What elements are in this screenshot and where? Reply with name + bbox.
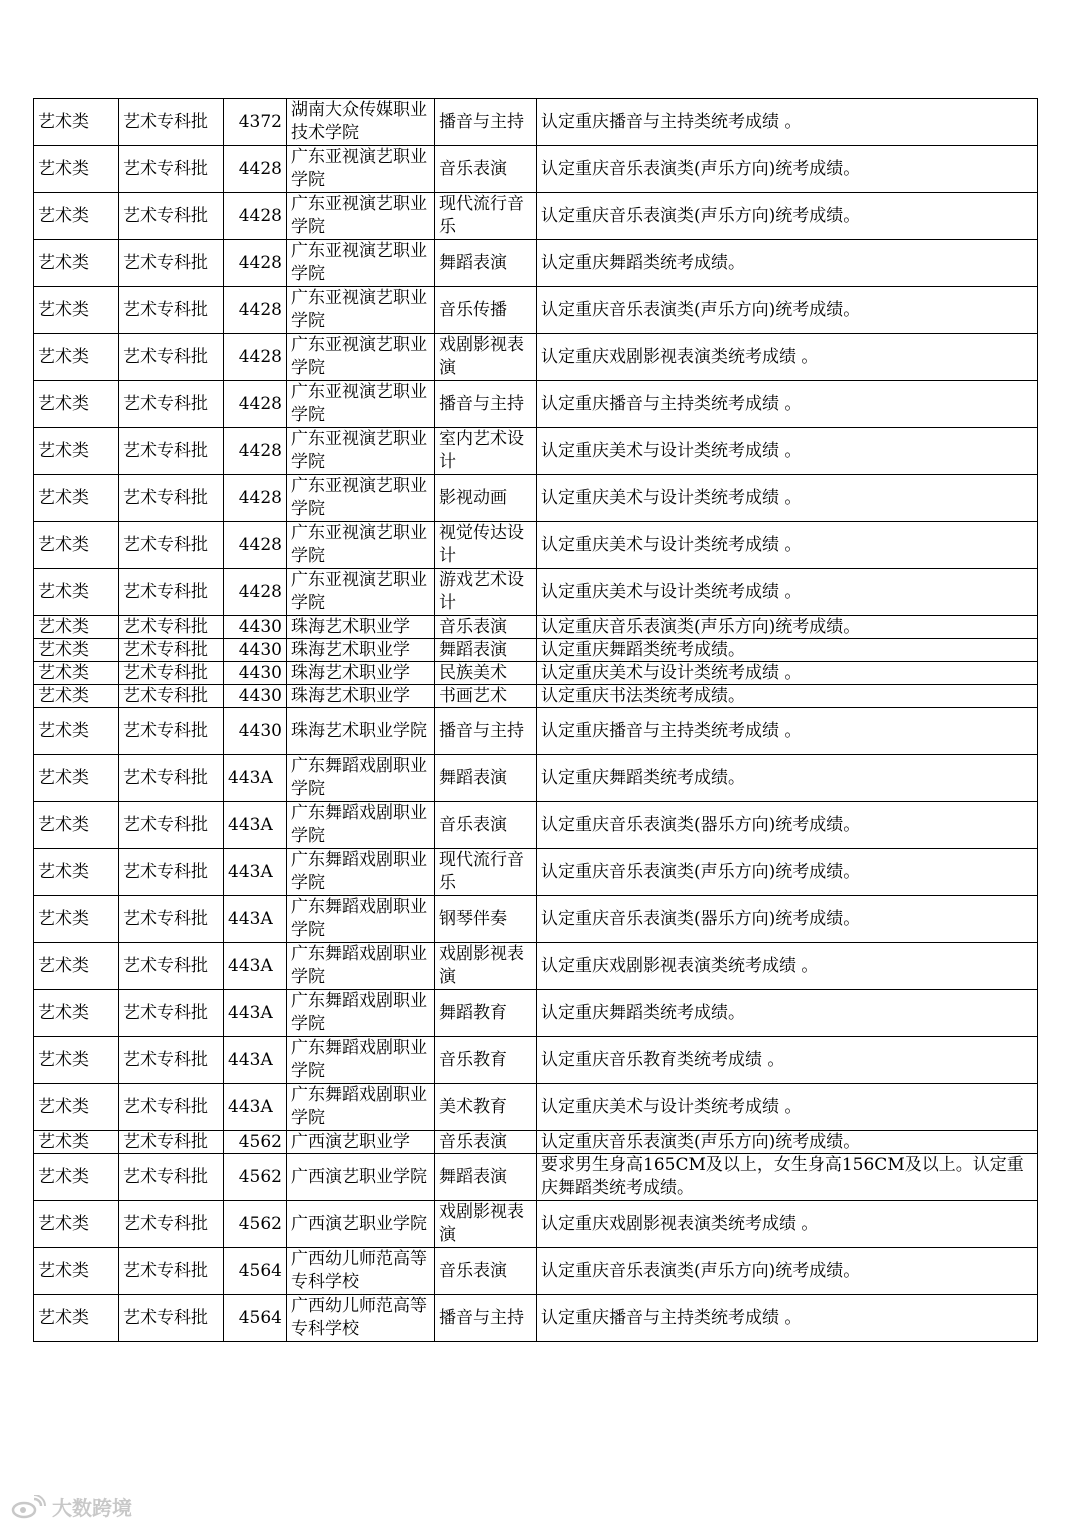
cell-category: 艺术类 bbox=[34, 685, 119, 708]
cell-school: 广东亚视演艺职业学院 bbox=[287, 522, 435, 569]
cell-note: 认定重庆美术与设计类统考成绩 。 bbox=[537, 662, 1038, 685]
cell-major: 播音与主持 bbox=[435, 381, 537, 428]
cell-category: 艺术类 bbox=[34, 334, 119, 381]
cell-note: 认定重庆舞蹈类统考成绩。 bbox=[537, 240, 1038, 287]
cell-school: 广东舞蹈戏剧职业学院 bbox=[287, 849, 435, 896]
cell-major: 现代流行音乐 bbox=[435, 849, 537, 896]
cell-batch: 艺术专科批 bbox=[119, 1084, 224, 1131]
table-row bbox=[34, 896, 1038, 943]
cell-major: 钢琴伴奏 bbox=[435, 896, 537, 943]
cell-major: 室内艺术设计 bbox=[435, 428, 537, 475]
cell-batch: 艺术专科批 bbox=[119, 334, 224, 381]
cell-school: 珠海艺术职业学 bbox=[287, 662, 435, 685]
cell-note: 认定重庆音乐表演类(声乐方向)统考成绩。 bbox=[537, 616, 1038, 639]
cell-code: 4430 bbox=[224, 685, 287, 708]
cell-note: 认定重庆戏剧影视表演类统考成绩 。 bbox=[537, 1201, 1038, 1248]
cell-major: 舞蹈表演 bbox=[435, 1154, 537, 1201]
cell-school: 湖南大众传媒职业技术学院 bbox=[287, 99, 435, 146]
cell-school: 广东亚视演艺职业学院 bbox=[287, 287, 435, 334]
table-row bbox=[34, 1084, 1038, 1131]
cell-category: 艺术类 bbox=[34, 1201, 119, 1248]
cell-school: 广西幼儿师范高等专科学校 bbox=[287, 1248, 435, 1295]
cell-code: 4430 bbox=[224, 662, 287, 685]
table-row bbox=[34, 1154, 1038, 1201]
table-row bbox=[34, 146, 1038, 193]
cell-major: 播音与主持 bbox=[435, 99, 537, 146]
cell-category: 艺术类 bbox=[34, 1154, 119, 1201]
cell-note: 认定重庆音乐表演类(声乐方向)统考成绩。 bbox=[537, 193, 1038, 240]
cell-batch: 艺术专科批 bbox=[119, 475, 224, 522]
cell-category: 艺术类 bbox=[34, 522, 119, 569]
cell-note: 认定重庆音乐表演类(声乐方向)统考成绩。 bbox=[537, 1131, 1038, 1154]
table-row bbox=[34, 1248, 1038, 1295]
cell-code: 4562 bbox=[224, 1154, 287, 1201]
cell-batch: 艺术专科批 bbox=[119, 287, 224, 334]
cell-school: 广东舞蹈戏剧职业学院 bbox=[287, 990, 435, 1037]
cell-note: 认定重庆音乐表演类(声乐方向)统考成绩。 bbox=[537, 146, 1038, 193]
cell-school: 广西演艺职业学院 bbox=[287, 1154, 435, 1201]
cell-batch: 艺术专科批 bbox=[119, 943, 224, 990]
cell-major: 视觉传达设计 bbox=[435, 522, 537, 569]
cell-code: 4428 bbox=[224, 146, 287, 193]
cell-category: 艺术类 bbox=[34, 381, 119, 428]
table-row bbox=[34, 708, 1038, 755]
table-row bbox=[34, 475, 1038, 522]
cell-category: 艺术类 bbox=[34, 1037, 119, 1084]
cell-category: 艺术类 bbox=[34, 193, 119, 240]
cell-note: 认定重庆舞蹈类统考成绩。 bbox=[537, 990, 1038, 1037]
table-row bbox=[34, 1201, 1038, 1248]
table-row bbox=[34, 334, 1038, 381]
cell-code: 4562 bbox=[224, 1201, 287, 1248]
cell-batch: 艺术专科批 bbox=[119, 522, 224, 569]
cell-category: 艺术类 bbox=[34, 287, 119, 334]
cell-major: 音乐表演 bbox=[435, 146, 537, 193]
cell-category: 艺术类 bbox=[34, 616, 119, 639]
table-row bbox=[34, 802, 1038, 849]
cell-note: 认定重庆书法类统考成绩。 bbox=[537, 685, 1038, 708]
cell-code: 4428 bbox=[224, 522, 287, 569]
admission-plan-table bbox=[33, 98, 1038, 1342]
cell-school: 广西演艺职业学院 bbox=[287, 1201, 435, 1248]
cell-school: 广东亚视演艺职业学院 bbox=[287, 240, 435, 287]
cell-code: 4372 bbox=[224, 99, 287, 146]
cell-major: 音乐教育 bbox=[435, 1037, 537, 1084]
cell-batch: 艺术专科批 bbox=[119, 193, 224, 240]
table-row bbox=[34, 685, 1038, 708]
cell-batch: 艺术专科批 bbox=[119, 802, 224, 849]
cell-note: 认定重庆美术与设计类统考成绩 。 bbox=[537, 522, 1038, 569]
cell-batch: 艺术专科批 bbox=[119, 1295, 224, 1342]
cell-category: 艺术类 bbox=[34, 1295, 119, 1342]
cell-code: 4430 bbox=[224, 639, 287, 662]
cell-major: 影视动画 bbox=[435, 475, 537, 522]
table-row bbox=[34, 99, 1038, 146]
cell-major: 舞蹈表演 bbox=[435, 639, 537, 662]
cell-batch: 艺术专科批 bbox=[119, 146, 224, 193]
cell-batch: 艺术专科批 bbox=[119, 662, 224, 685]
table-row bbox=[34, 662, 1038, 685]
cell-code: 443A bbox=[224, 1084, 287, 1131]
cell-note: 认定重庆舞蹈类统考成绩。 bbox=[537, 755, 1038, 802]
watermark-text: 大数跨境 bbox=[52, 1496, 132, 1520]
cell-code: 4430 bbox=[224, 708, 287, 755]
cell-major: 游戏艺术设计 bbox=[435, 569, 537, 616]
cell-batch: 艺术专科批 bbox=[119, 1201, 224, 1248]
cell-batch: 艺术专科批 bbox=[119, 569, 224, 616]
table-row bbox=[34, 616, 1038, 639]
cell-code: 4564 bbox=[224, 1295, 287, 1342]
cell-category: 艺术类 bbox=[34, 240, 119, 287]
cell-batch: 艺术专科批 bbox=[119, 755, 224, 802]
cell-note: 认定重庆音乐表演类(声乐方向)统考成绩。 bbox=[537, 1248, 1038, 1295]
cell-code: 443A bbox=[224, 896, 287, 943]
cell-batch: 艺术专科批 bbox=[119, 1248, 224, 1295]
cell-school: 广西演艺职业学 bbox=[287, 1131, 435, 1154]
cell-major: 戏剧影视表演 bbox=[435, 334, 537, 381]
cell-code: 4428 bbox=[224, 381, 287, 428]
cell-batch: 艺术专科批 bbox=[119, 99, 224, 146]
cell-note: 认定重庆播音与主持类统考成绩 。 bbox=[537, 1295, 1038, 1342]
table-row bbox=[34, 849, 1038, 896]
cell-school: 广东舞蹈戏剧职业学院 bbox=[287, 1037, 435, 1084]
cell-category: 艺术类 bbox=[34, 639, 119, 662]
cell-note: 认定重庆播音与主持类统考成绩 。 bbox=[537, 99, 1038, 146]
cell-code: 4428 bbox=[224, 240, 287, 287]
cell-category: 艺术类 bbox=[34, 662, 119, 685]
cell-note: 认定重庆音乐表演类(器乐方向)统考成绩。 bbox=[537, 802, 1038, 849]
cell-note: 认定重庆戏剧影视表演类统考成绩 。 bbox=[537, 943, 1038, 990]
cell-batch: 艺术专科批 bbox=[119, 381, 224, 428]
cell-category: 艺术类 bbox=[34, 99, 119, 146]
cell-school: 广东舞蹈戏剧职业学院 bbox=[287, 755, 435, 802]
cell-note: 认定重庆美术与设计类统考成绩 。 bbox=[537, 428, 1038, 475]
cell-school: 广东舞蹈戏剧职业学院 bbox=[287, 1084, 435, 1131]
cell-note: 认定重庆音乐教育类统考成绩 。 bbox=[537, 1037, 1038, 1084]
cell-code: 4428 bbox=[224, 193, 287, 240]
cell-category: 艺术类 bbox=[34, 1248, 119, 1295]
cell-school: 珠海艺术职业学 bbox=[287, 685, 435, 708]
cell-school: 广东亚视演艺职业学院 bbox=[287, 193, 435, 240]
cell-school: 珠海艺术职业学 bbox=[287, 639, 435, 662]
table-row bbox=[34, 287, 1038, 334]
cell-note: 认定重庆美术与设计类统考成绩 。 bbox=[537, 569, 1038, 616]
cell-code: 4562 bbox=[224, 1131, 287, 1154]
cell-code: 4428 bbox=[224, 428, 287, 475]
cell-batch: 艺术专科批 bbox=[119, 428, 224, 475]
cell-code: 4428 bbox=[224, 569, 287, 616]
cell-school: 广东亚视演艺职业学院 bbox=[287, 428, 435, 475]
cell-major: 书画艺术 bbox=[435, 685, 537, 708]
cell-note: 认定重庆音乐表演类(器乐方向)统考成绩。 bbox=[537, 896, 1038, 943]
cell-batch: 艺术专科批 bbox=[119, 896, 224, 943]
cell-major: 舞蹈教育 bbox=[435, 990, 537, 1037]
cell-code: 443A bbox=[224, 943, 287, 990]
table-row bbox=[34, 1295, 1038, 1342]
cell-school: 广西幼儿师范高等专科学校 bbox=[287, 1295, 435, 1342]
cell-major: 舞蹈表演 bbox=[435, 755, 537, 802]
cell-major: 民族美术 bbox=[435, 662, 537, 685]
cell-batch: 艺术专科批 bbox=[119, 708, 224, 755]
watermark bbox=[10, 1492, 132, 1521]
cell-school: 广东亚视演艺职业学院 bbox=[287, 569, 435, 616]
cell-school: 广东亚视演艺职业学院 bbox=[287, 146, 435, 193]
cell-major: 音乐传播 bbox=[435, 287, 537, 334]
cell-school: 珠海艺术职业学 bbox=[287, 616, 435, 639]
cell-major: 播音与主持 bbox=[435, 1295, 537, 1342]
table-row bbox=[34, 1131, 1038, 1154]
table-row bbox=[34, 755, 1038, 802]
cell-category: 艺术类 bbox=[34, 943, 119, 990]
cell-school: 广东亚视演艺职业学院 bbox=[287, 334, 435, 381]
cell-note: 认定重庆舞蹈类统考成绩。 bbox=[537, 639, 1038, 662]
cell-major: 美术教育 bbox=[435, 1084, 537, 1131]
table-row bbox=[34, 381, 1038, 428]
cell-batch: 艺术专科批 bbox=[119, 240, 224, 287]
cell-note: 认定重庆音乐表演类(声乐方向)统考成绩。 bbox=[537, 287, 1038, 334]
cell-school: 广东舞蹈戏剧职业学院 bbox=[287, 896, 435, 943]
cell-category: 艺术类 bbox=[34, 755, 119, 802]
cell-code: 4428 bbox=[224, 334, 287, 381]
cell-batch: 艺术专科批 bbox=[119, 1131, 224, 1154]
cell-note: 认定重庆美术与设计类统考成绩 。 bbox=[537, 475, 1038, 522]
cell-batch: 艺术专科批 bbox=[119, 639, 224, 662]
cell-category: 艺术类 bbox=[34, 475, 119, 522]
cell-note: 认定重庆音乐表演类(声乐方向)统考成绩。 bbox=[537, 849, 1038, 896]
cell-batch: 艺术专科批 bbox=[119, 616, 224, 639]
cell-school: 广东亚视演艺职业学院 bbox=[287, 381, 435, 428]
cell-code: 443A bbox=[224, 849, 287, 896]
cell-batch: 艺术专科批 bbox=[119, 1154, 224, 1201]
cell-note: 认定重庆戏剧影视表演类统考成绩 。 bbox=[537, 334, 1038, 381]
table-row bbox=[34, 428, 1038, 475]
cell-major: 音乐表演 bbox=[435, 1248, 537, 1295]
cell-major: 音乐表演 bbox=[435, 616, 537, 639]
cell-code: 443A bbox=[224, 1037, 287, 1084]
cell-major: 戏剧影视表演 bbox=[435, 943, 537, 990]
cell-major: 舞蹈表演 bbox=[435, 240, 537, 287]
cell-category: 艺术类 bbox=[34, 1131, 119, 1154]
cell-code: 443A bbox=[224, 802, 287, 849]
cell-category: 艺术类 bbox=[34, 708, 119, 755]
cell-category: 艺术类 bbox=[34, 849, 119, 896]
cell-school: 广东亚视演艺职业学院 bbox=[287, 475, 435, 522]
cell-note: 认定重庆播音与主持类统考成绩 。 bbox=[537, 381, 1038, 428]
table-row bbox=[34, 990, 1038, 1037]
table-body bbox=[34, 99, 1038, 1342]
cell-code: 4564 bbox=[224, 1248, 287, 1295]
cell-category: 艺术类 bbox=[34, 428, 119, 475]
weibo-logo-icon bbox=[10, 1495, 46, 1519]
cell-code: 4428 bbox=[224, 475, 287, 522]
cell-category: 艺术类 bbox=[34, 1084, 119, 1131]
cell-code: 443A bbox=[224, 990, 287, 1037]
cell-code: 4428 bbox=[224, 287, 287, 334]
cell-batch: 艺术专科批 bbox=[119, 685, 224, 708]
table-row bbox=[34, 193, 1038, 240]
table-row bbox=[34, 1037, 1038, 1084]
cell-batch: 艺术专科批 bbox=[119, 990, 224, 1037]
cell-major: 音乐表演 bbox=[435, 1131, 537, 1154]
cell-category: 艺术类 bbox=[34, 896, 119, 943]
cell-school: 广东舞蹈戏剧职业学院 bbox=[287, 802, 435, 849]
cell-batch: 艺术专科批 bbox=[119, 849, 224, 896]
cell-note: 要求男生身高165CM及以上，女生身高156CM及以上。认定重庆舞蹈类统考成绩。 bbox=[537, 1154, 1038, 1201]
table-row bbox=[34, 943, 1038, 990]
cell-note: 认定重庆美术与设计类统考成绩 。 bbox=[537, 1084, 1038, 1131]
cell-school: 广东舞蹈戏剧职业学院 bbox=[287, 943, 435, 990]
cell-major: 现代流行音乐 bbox=[435, 193, 537, 240]
cell-category: 艺术类 bbox=[34, 569, 119, 616]
cell-category: 艺术类 bbox=[34, 146, 119, 193]
cell-batch: 艺术专科批 bbox=[119, 1037, 224, 1084]
cell-category: 艺术类 bbox=[34, 990, 119, 1037]
table-row bbox=[34, 639, 1038, 662]
table-row bbox=[34, 569, 1038, 616]
cell-code: 4430 bbox=[224, 616, 287, 639]
table-row bbox=[34, 522, 1038, 569]
cell-category: 艺术类 bbox=[34, 802, 119, 849]
table-row bbox=[34, 240, 1038, 287]
cell-major: 戏剧影视表演 bbox=[435, 1201, 537, 1248]
cell-major: 音乐表演 bbox=[435, 802, 537, 849]
cell-major: 播音与主持 bbox=[435, 708, 537, 755]
cell-note: 认定重庆播音与主持类统考成绩 。 bbox=[537, 708, 1038, 755]
cell-code: 443A bbox=[224, 755, 287, 802]
cell-school: 珠海艺术职业学院 bbox=[287, 708, 435, 755]
